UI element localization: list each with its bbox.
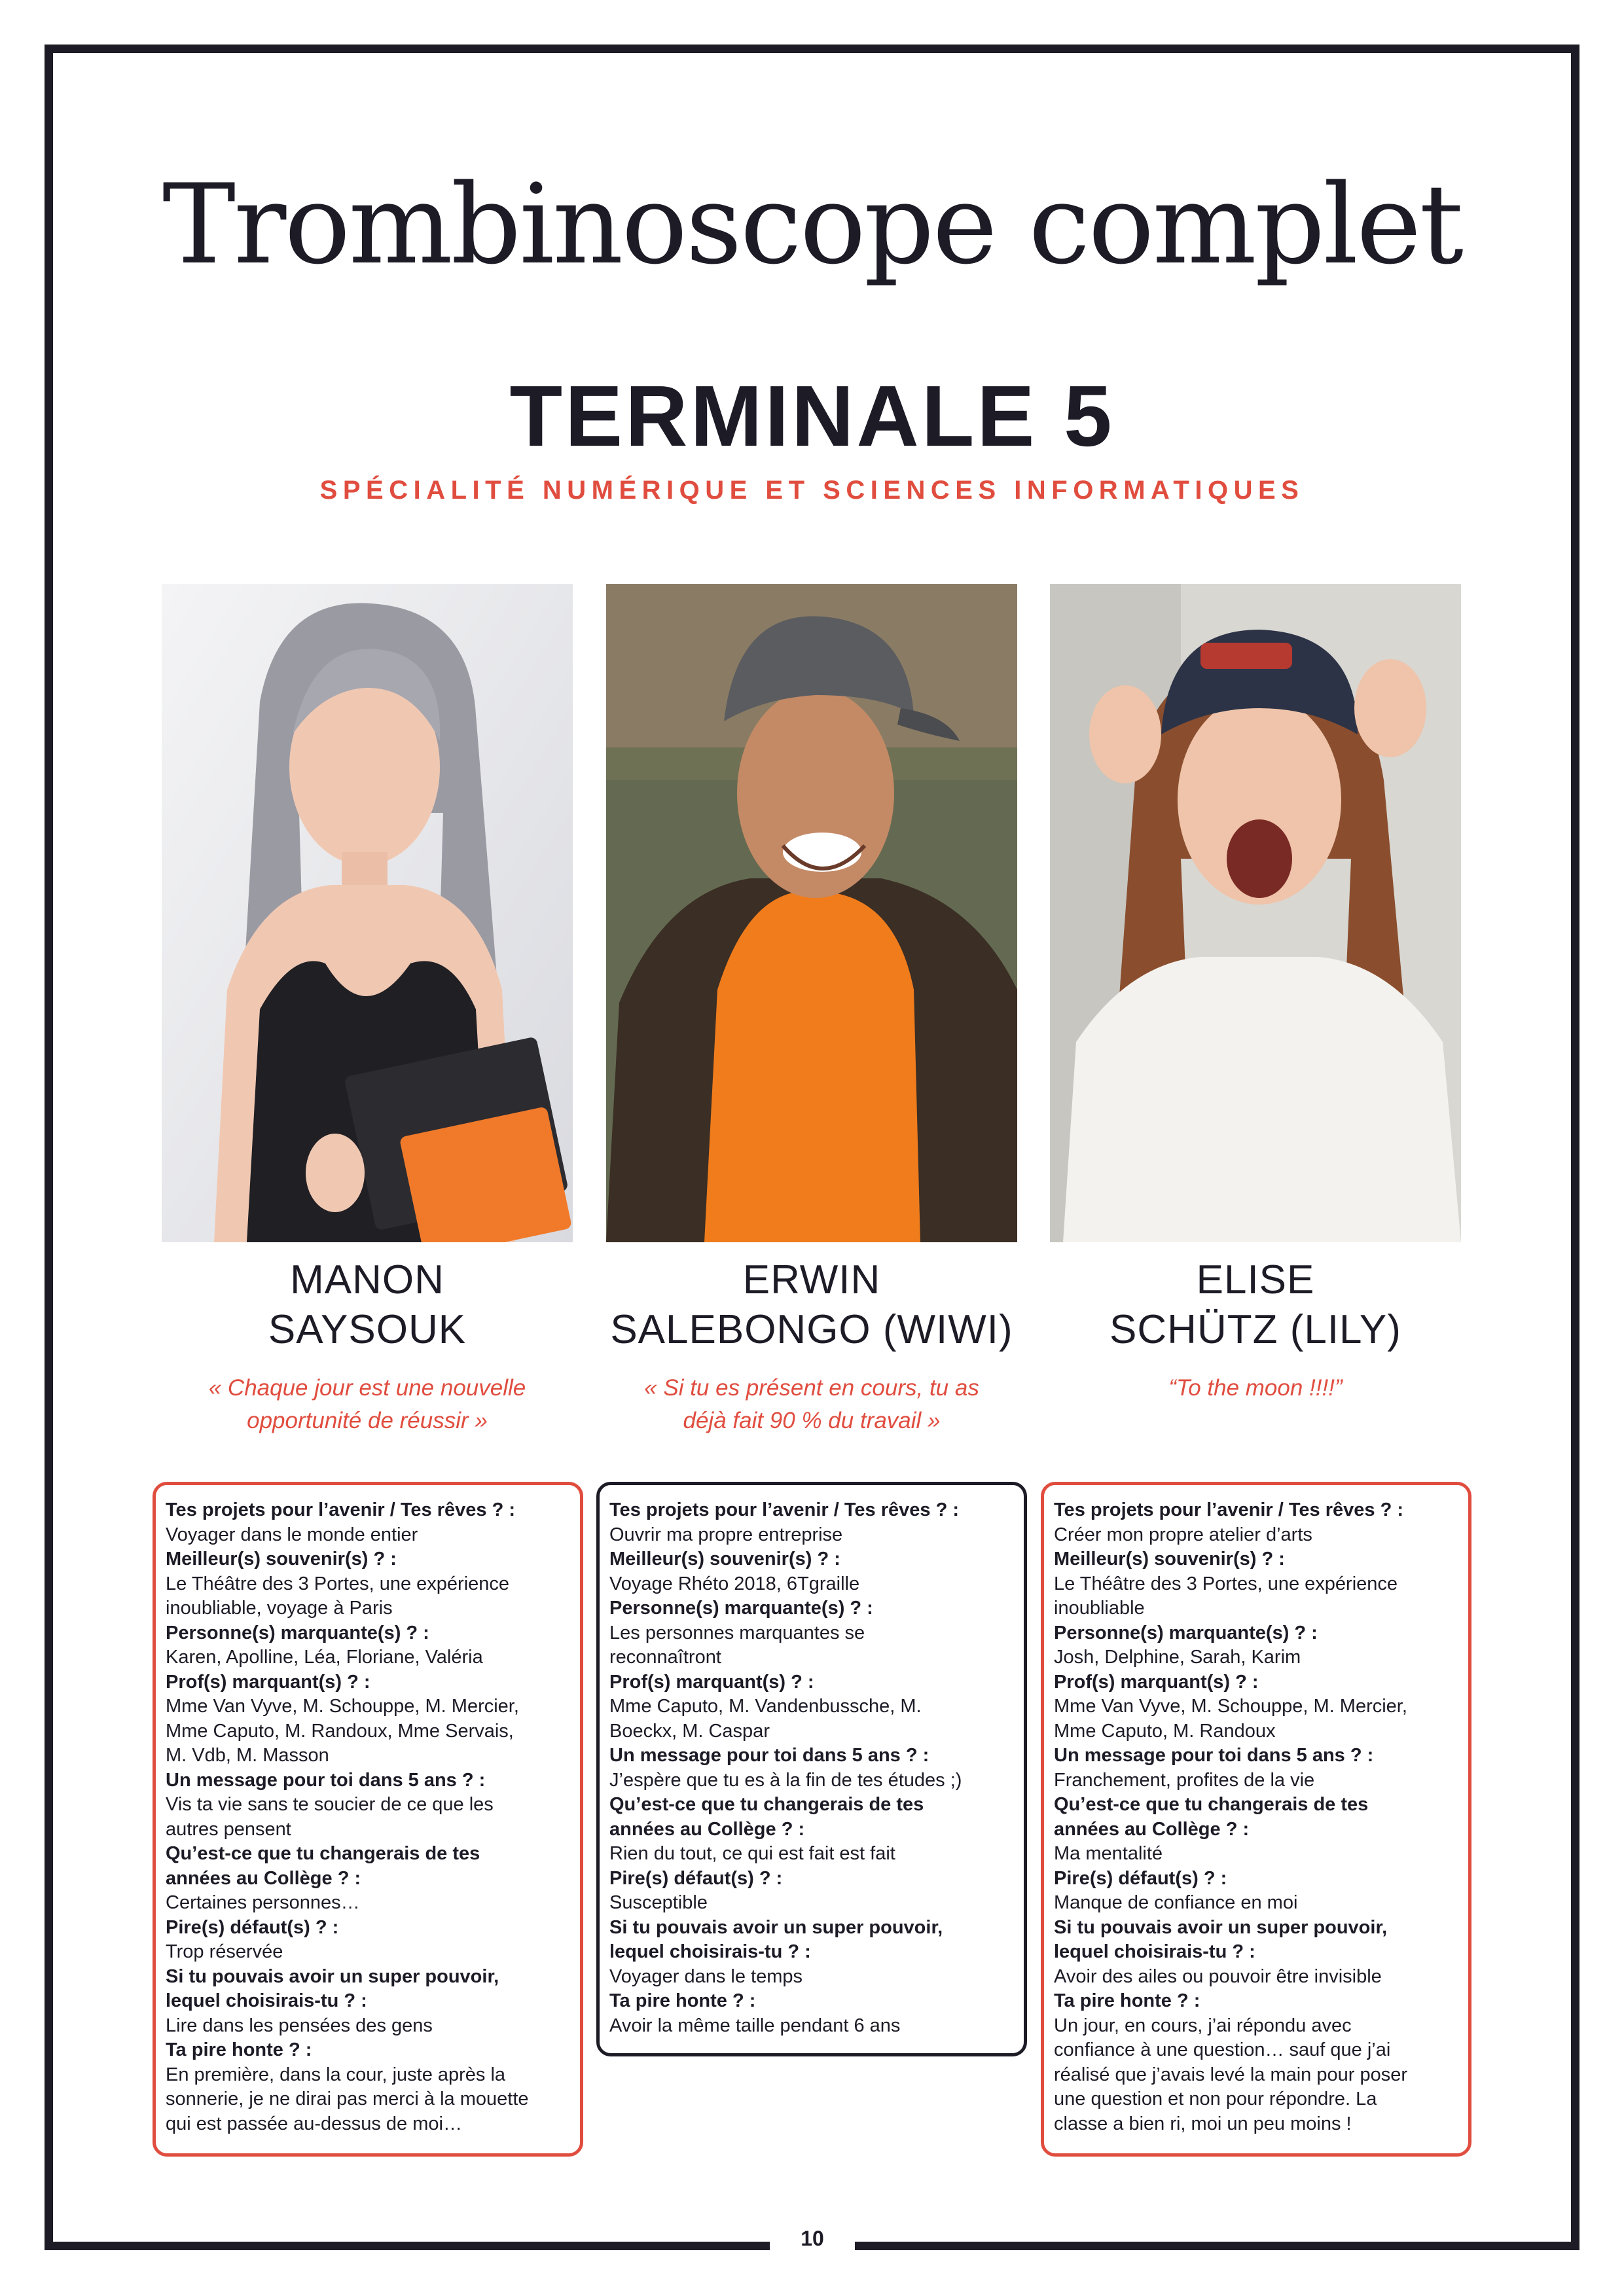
qa-question: Meilleur(s) souvenir(s) ? : bbox=[609, 1549, 840, 1570]
student-lastname: SCHÜTZ (LILY) bbox=[1110, 1307, 1401, 1352]
qa-answer: Mme Caputo, M. Randoux, Mme Servais, bbox=[166, 1720, 514, 1742]
qa-question: Tes projets pour l’avenir / Tes rêves ? : bbox=[609, 1499, 959, 1520]
qa-question: Personne(s) marquante(s) ? : bbox=[1054, 1622, 1318, 1643]
qa-question: années au Collège ? : bbox=[609, 1818, 805, 1840]
qa-answer: reconnaîtront bbox=[609, 1647, 721, 1668]
qa-question: Tes projets pour l’avenir / Tes rêves ? : bbox=[1054, 1499, 1403, 1520]
qa-answer: Créer mon propre atelier d’arts bbox=[1054, 1524, 1312, 1545]
qa-answer: Mme Caputo, M. Vandenbussche, M. bbox=[609, 1696, 922, 1717]
qa-answer: Avoir des ailes ou pouvoir être invisible bbox=[1054, 1965, 1382, 1987]
qa-answer: Voyage Rhéto 2018, 6Tgraille bbox=[609, 1573, 860, 1594]
qa-answer: Mme Van Vyve, M. Schouppe, M. Mercier, bbox=[1054, 1696, 1407, 1717]
qa-question: Prof(s) marquant(s) ? : bbox=[1054, 1671, 1259, 1693]
student-name-3 bbox=[1050, 1255, 1461, 1355]
quote-line: « Chaque jour est une nouvelle bbox=[208, 1375, 526, 1401]
qa-answer: Ma mentalité bbox=[1054, 1843, 1163, 1864]
qa-answer: confiance à une question… sauf que j’ai bbox=[1054, 2039, 1391, 2060]
quote-line: déjà fait 90 % du travail » bbox=[683, 1408, 941, 1433]
qa-card-elise bbox=[1041, 1482, 1471, 2157]
qa-question: Qu’est-ce que tu changerais de tes bbox=[1054, 1794, 1369, 1815]
qa-question: années au Collège ? : bbox=[1054, 1818, 1250, 1840]
qa-answer: Les personnes marquantes se bbox=[609, 1622, 865, 1643]
frame-bottom-right bbox=[855, 2242, 1579, 2250]
qa-answer: classe a bien ri, moi un peu moins ! bbox=[1054, 2113, 1352, 2134]
student-lastname: SALEBONGO (WIWI) bbox=[610, 1307, 1013, 1352]
qa-question: Un message pour toi dans 5 ans ? : bbox=[166, 1769, 486, 1791]
qa-answer: Manque de confiance en moi bbox=[1054, 1892, 1298, 1913]
qa-answer: Franchement, profites de la vie bbox=[1054, 1769, 1315, 1791]
quote-line: “To the moon !!!!” bbox=[1168, 1375, 1343, 1401]
qa-answer: Voyager dans le monde entier bbox=[166, 1524, 418, 1545]
qa-answer: réalisé que j’avais levé la main pour poser bbox=[1054, 2064, 1408, 2085]
qa-card-erwin bbox=[596, 1482, 1027, 2056]
qa-question: Ta pire honte ? : bbox=[609, 1990, 756, 2011]
qa-answer: Ouvrir ma propre entreprise bbox=[609, 1524, 843, 1545]
class-title: TERMINALE 5 bbox=[509, 368, 1115, 464]
qa-answer: qui est passée au-dessus de moi… bbox=[166, 2113, 462, 2134]
qa-card-manon bbox=[153, 1482, 583, 2157]
qa-answer: Avoir la même taille pendant 6 ans bbox=[609, 2015, 901, 2036]
qa-question: Un message pour toi dans 5 ans ? : bbox=[609, 1745, 929, 1766]
page-title: Trombinoscope complet bbox=[162, 160, 1462, 289]
qa-answer: Le Théâtre des 3 Portes, une expérience bbox=[1054, 1573, 1398, 1594]
qa-question: Pire(s) défaut(s) ? : bbox=[1054, 1867, 1227, 1889]
student-photo-erwin bbox=[606, 584, 1017, 1242]
qa-question: Si tu pouvais avoir un super pouvoir, bbox=[1054, 1916, 1388, 1938]
student-firstname: ERWIN bbox=[742, 1257, 881, 1302]
qa-question: Ta pire honte ? : bbox=[1054, 1990, 1200, 2011]
qa-answer: une question et non pour répondre. La bbox=[1054, 2089, 1377, 2109]
student-column-3 bbox=[1050, 584, 1461, 1405]
qa-question: Pire(s) défaut(s) ? : bbox=[166, 1916, 339, 1938]
qa-answer: Trop réservée bbox=[166, 1941, 283, 1962]
qa-answer: Lire dans les pensées des gens bbox=[166, 2015, 433, 2036]
qa-answer: Mme Caputo, M. Randoux bbox=[1054, 1720, 1276, 1742]
student-quote-2 bbox=[606, 1372, 1017, 1437]
student-photo-elise bbox=[1050, 584, 1461, 1242]
qa-question: Tes projets pour l’avenir / Tes rêves ? : bbox=[166, 1499, 515, 1520]
qa-question: lequel choisirais-tu ? : bbox=[1054, 1941, 1255, 1962]
qa-answer: Boeckx, M. Caspar bbox=[609, 1720, 770, 1742]
qa-question: Prof(s) marquant(s) ? : bbox=[166, 1671, 370, 1693]
qa-answer: Voyager dans le temps bbox=[609, 1965, 803, 1987]
student-photo-manon bbox=[162, 584, 573, 1242]
qa-question: Personne(s) marquante(s) ? : bbox=[166, 1622, 429, 1643]
qa-question: Meilleur(s) souvenir(s) ? : bbox=[166, 1549, 397, 1570]
student-firstname: MANON bbox=[290, 1257, 444, 1302]
qa-answer: Mme Van Vyve, M. Schouppe, M. Mercier, bbox=[166, 1696, 519, 1717]
qa-answer: autres pensent bbox=[166, 1818, 291, 1840]
student-quote-1 bbox=[162, 1372, 573, 1437]
qa-answer: En première, dans la cour, juste après la bbox=[166, 2064, 506, 2085]
qa-question: Personne(s) marquante(s) ? : bbox=[609, 1598, 873, 1619]
page-number: 10 bbox=[801, 2227, 824, 2250]
student-lastname: SAYSOUK bbox=[268, 1307, 467, 1352]
qa-question: Un message pour toi dans 5 ans ? : bbox=[1054, 1745, 1374, 1766]
qa-question: lequel choisirais-tu ? : bbox=[609, 1941, 811, 1962]
qa-answer: Karen, Apolline, Léa, Floriane, Valéria bbox=[166, 1647, 483, 1668]
qa-question: années au Collège ? : bbox=[166, 1867, 361, 1889]
student-name-1 bbox=[162, 1255, 573, 1355]
student-firstname: ELISE bbox=[1196, 1257, 1315, 1302]
student-column-1 bbox=[162, 584, 573, 1437]
qa-question: Qu’est-ce que tu changerais de tes bbox=[609, 1794, 924, 1815]
qa-question: Qu’est-ce que tu changerais de tes bbox=[166, 1843, 480, 1864]
qa-answer: inoubliable bbox=[1054, 1598, 1145, 1619]
specialty-subtitle: SPÉCIALITÉ NUMÉRIQUE ET SCIENCES INFORMATIQUES bbox=[319, 476, 1305, 505]
quote-line: « Si tu es présent en cours, tu as bbox=[644, 1375, 979, 1401]
qa-question: Prof(s) marquant(s) ? : bbox=[609, 1671, 814, 1693]
student-name-2 bbox=[606, 1255, 1017, 1355]
frame-bottom-left bbox=[45, 2242, 770, 2250]
student-column-2 bbox=[606, 584, 1017, 1437]
qa-question: lequel choisirais-tu ? : bbox=[166, 1990, 367, 2011]
qa-answer: Rien du tout, ce qui est fait est fait bbox=[609, 1843, 895, 1864]
qa-question: Ta pire honte ? : bbox=[166, 2039, 312, 2060]
qa-question: Meilleur(s) souvenir(s) ? : bbox=[1054, 1549, 1285, 1570]
qa-answer: Vis ta vie sans te soucier de ce que les bbox=[166, 1794, 494, 1815]
qa-answer: Le Théâtre des 3 Portes, une expérience bbox=[166, 1573, 510, 1594]
qa-answer: inoubliable, voyage à Paris bbox=[166, 1598, 393, 1619]
qa-answer: Certaines personnes… bbox=[166, 1892, 360, 1913]
qa-answer: Josh, Delphine, Sarah, Karim bbox=[1054, 1647, 1301, 1668]
qa-question: Si tu pouvais avoir un super pouvoir, bbox=[166, 1965, 499, 1987]
qa-answer: J’espère que tu es à la fin de tes études ;) bbox=[609, 1769, 962, 1791]
qa-question: Pire(s) défaut(s) ? : bbox=[609, 1867, 783, 1889]
quote-line: opportunité de réussir » bbox=[247, 1408, 488, 1433]
student-quote-3 bbox=[1050, 1372, 1461, 1405]
qa-question: Si tu pouvais avoir un super pouvoir, bbox=[609, 1916, 943, 1938]
qa-answer: Susceptible bbox=[609, 1892, 708, 1913]
qa-answer: M. Vdb, M. Masson bbox=[166, 1745, 329, 1766]
qa-answer: sonnerie, je ne dirai pas merci à la mouette bbox=[166, 2089, 529, 2109]
qa-answer: Un jour, en cours, j’ai répondu avec bbox=[1054, 2015, 1352, 2036]
